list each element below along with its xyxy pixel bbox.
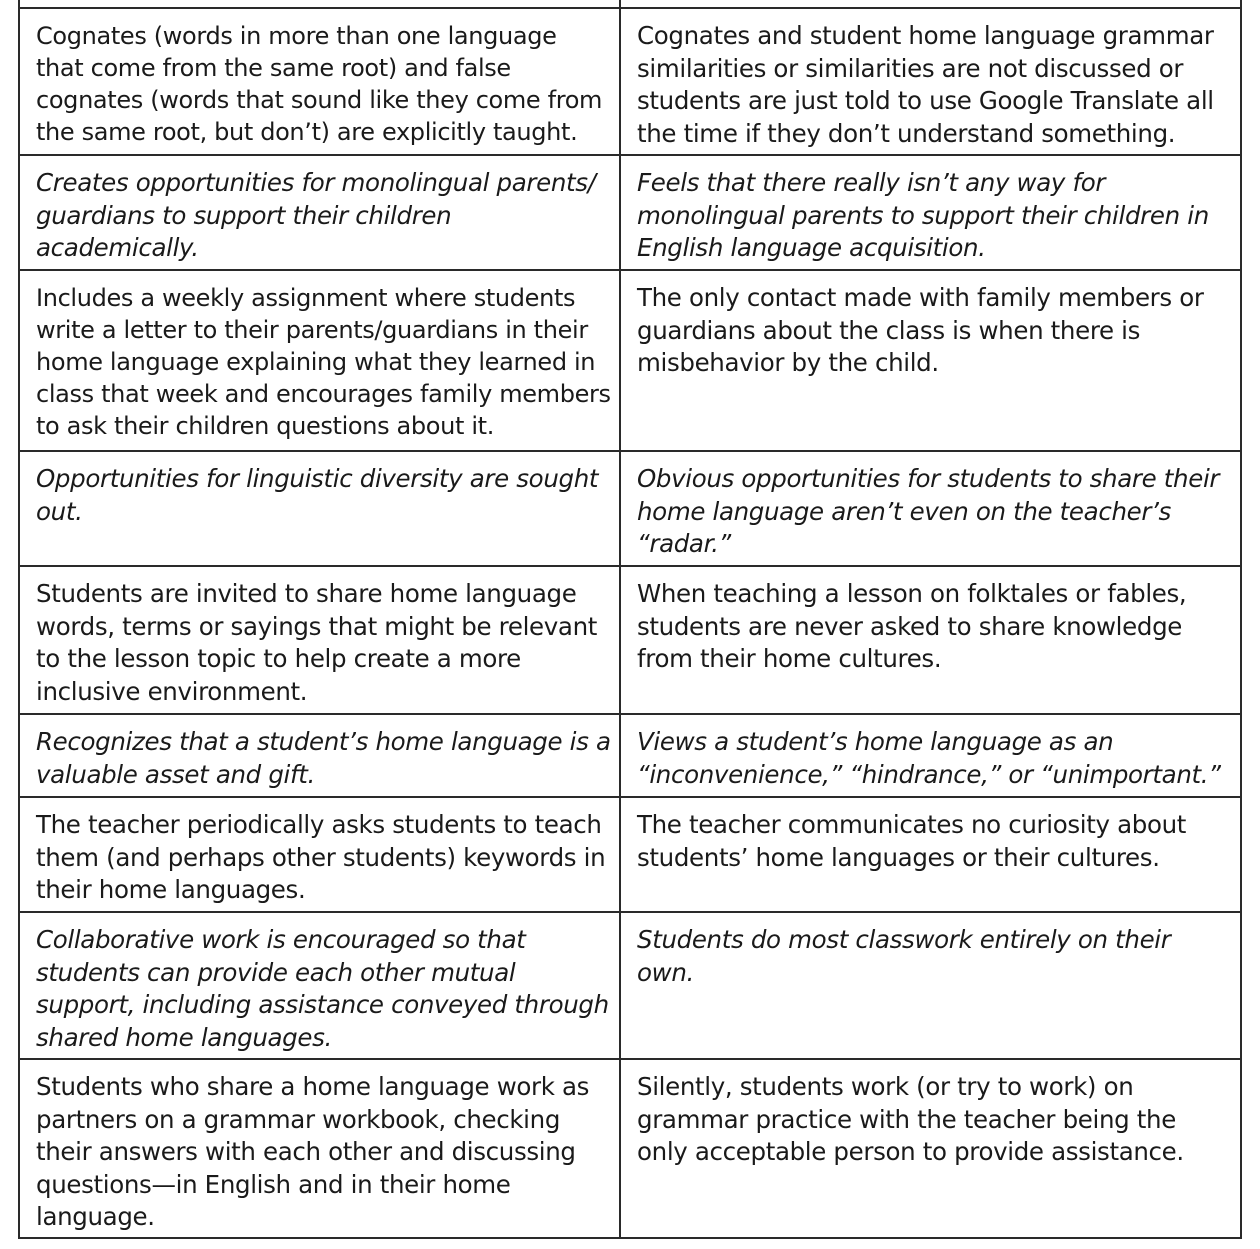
table-cell-left: The teacher periodically asks students to teach them (and perhaps other students) keywords in their home languages. — [20, 798, 621, 911]
column-divider-stub — [619, 0, 621, 7]
table-cell-right: Cognates and student home language grammar similarities or similarities are not discussed or students are just told to use Google Translate all the time if they don’t understand something. — [637, 21, 1214, 148]
table-row — [20, 911, 1240, 1058]
table-row — [20, 1058, 1240, 1237]
table-cell-left: Recognizes that a student’s home language is a valuable asset and gift. — [20, 715, 621, 796]
table-row — [20, 796, 1240, 911]
table-top-stub — [18, 0, 1242, 7]
table-cell-right: The only contact made with family members or guardians about the class is when there is misbehavior by the child. — [637, 283, 1204, 378]
table-cell-right: Students do most classwork entirely on their own. — [637, 925, 1171, 987]
table-cell-right: When teaching a lesson on folktales or fables, students are never asked to share knowledge from their home cultures. — [637, 579, 1187, 674]
table-cell-left: Opportunities for linguistic diversity are sought out. — [20, 452, 621, 565]
table-row — [20, 269, 1240, 450]
table-cell-left: Cognates (words in more than one language that come from the same root) and false cognates (words that sound like they come from the same root, but don’t) are explicitly taught. — [20, 9, 621, 154]
table-cell-right: Obvious opportunities for students to share their home language aren’t even on the teacher’s “radar.” — [637, 464, 1220, 559]
table-cell-left: Students are invited to share home language words, terms or sayings that might be relevant to the lesson topic to help create a more inclusive environment. — [20, 567, 621, 713]
table-cell-right: Silently, students work (or try to work) on grammar practice with the teacher being the only acceptable person to provide assistance. — [637, 1072, 1184, 1167]
table-row — [20, 713, 1240, 796]
table-row — [20, 154, 1240, 269]
comparison-table — [18, 7, 1242, 1239]
table-row — [20, 7, 1240, 154]
table-cell-left: Students who share a home language work as partners on a grammar workbook, checking their answers with each other and discussing questions—in English and in their home language. — [20, 1060, 621, 1237]
table-cell-right: The teacher communicates no curiosity about students’ home languages or their cultures. — [637, 810, 1187, 872]
table-cell-left: Collaborative work is encouraged so that students can provide each other mutual support, including assistance conveyed through shared home languages. — [20, 913, 621, 1058]
table-cell-left: Includes a weekly assignment where students write a letter to their parents/guardians in their home language explaining what they learned in class that week and encourages family members to ask their children questions about it. — [20, 271, 621, 450]
table-cell-left: Creates opportunities for monolingual parents/ guardians to support their children academically. — [20, 156, 621, 269]
table-row — [20, 450, 1240, 565]
table-row — [20, 565, 1240, 713]
table-cell-right: Feels that there really isn’t any way for monolingual parents to support their children in English language acquisition. — [637, 168, 1209, 263]
table-cell-right: Views a student’s home language as an “inconvenience,” “hindrance,” or “unimportant.” — [637, 727, 1221, 789]
